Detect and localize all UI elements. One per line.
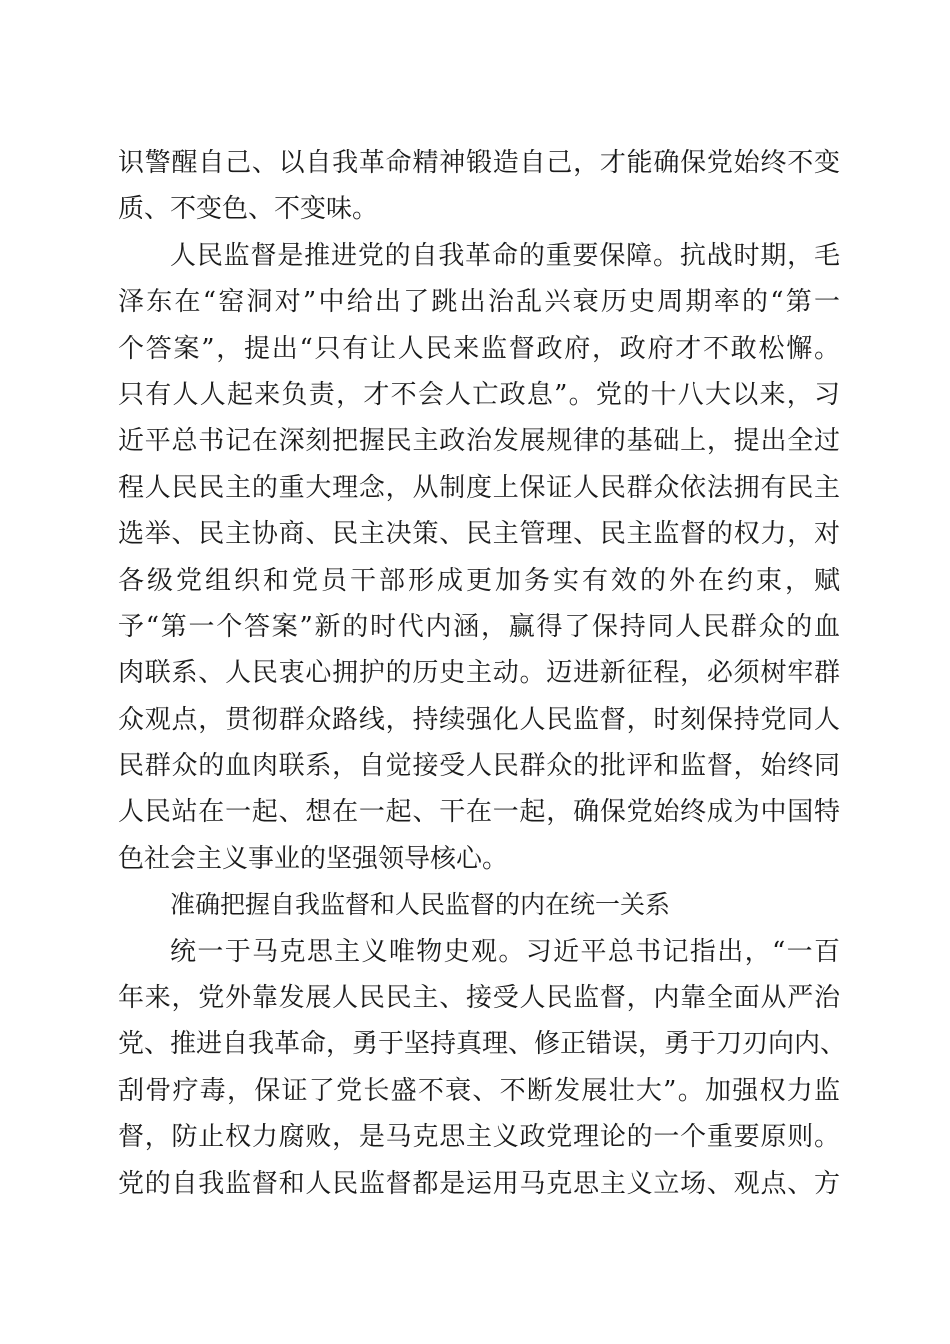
text-line: 人民监督是推进党的自我革命的重要保障。抗战时期，毛: [170, 240, 840, 271]
paragraph-2: [118, 233, 840, 882]
text-line: 督，防止权力腐败，是马克思主义政党理论的一个重要原则。: [118, 1122, 840, 1153]
text-line: 年来，党外靠发展人民民主、接受人民监督，内靠全面从严治: [118, 983, 840, 1014]
text-line: 刮骨疗毒，保证了党长盛不衰、不断发展壮大”。加强权力监: [118, 1075, 840, 1106]
text-line: 众观点，贯彻群众路线，持续强化人民监督，时刻保持党同人: [118, 704, 840, 735]
text-line: 质、不变色、不变味。: [118, 194, 379, 225]
text-line: 党、推进自我革命，勇于坚持真理、修正错误，勇于刀刃向内、: [118, 1029, 847, 1060]
section-heading: 准确把握自我监督和人民监督的内在统一关系: [170, 890, 671, 920]
paragraph-1: [118, 140, 840, 233]
text-line: 党的自我监督和人民监督都是运用马克思主义立场、观点、方: [118, 1168, 840, 1199]
text-line: 个答案”，提出“只有让人民来监督政府，政府才不敢松懈。: [118, 333, 840, 364]
text-line: 程人民民主的重大理念，从制度上保证人民群众依法拥有民主: [118, 472, 840, 503]
text-line: 近平总书记在深刻把握民主政治发展规律的基础上，提出全过: [118, 426, 840, 457]
text-line: 识警醒自己、以自我革命精神锻造自己，才能确保党始终不变: [118, 148, 840, 178]
text-line: 各级党组织和党员干部形成更加务实有效的外在约束，赋: [118, 565, 840, 596]
text-line: 泽东在“窑洞对”中给出了跳出治乱兴衰历史周期率的“第一: [118, 287, 840, 318]
text-line: 肉联系、人民衷心拥护的历史主动。迈进新征程，必须树牢群: [118, 658, 840, 689]
text-line: 予“第一个答案”新的时代内涵，赢得了保持同人民群众的血: [118, 611, 840, 642]
text-line: 只有人人起来负责，才不会人亡政息”。党的十八大以来，习: [118, 379, 840, 410]
text-line: 色社会主义事业的坚强领导核心。: [118, 843, 509, 874]
body-text: [118, 140, 847, 1207]
text-line: 人民站在一起、想在一起、干在一起，确保党始终成为中国特: [118, 797, 840, 828]
text-line: 民群众的血肉联系，自觉接受人民群众的批评和监督，始终同: [118, 751, 840, 782]
paragraph-3: [118, 929, 847, 1207]
text-line: 选举、民主协商、民主决策、民主管理、民主监督的权力，对: [118, 519, 840, 550]
text-line: 统一于马克思主义唯物史观。习近平总书记指出，“一百: [170, 936, 840, 967]
